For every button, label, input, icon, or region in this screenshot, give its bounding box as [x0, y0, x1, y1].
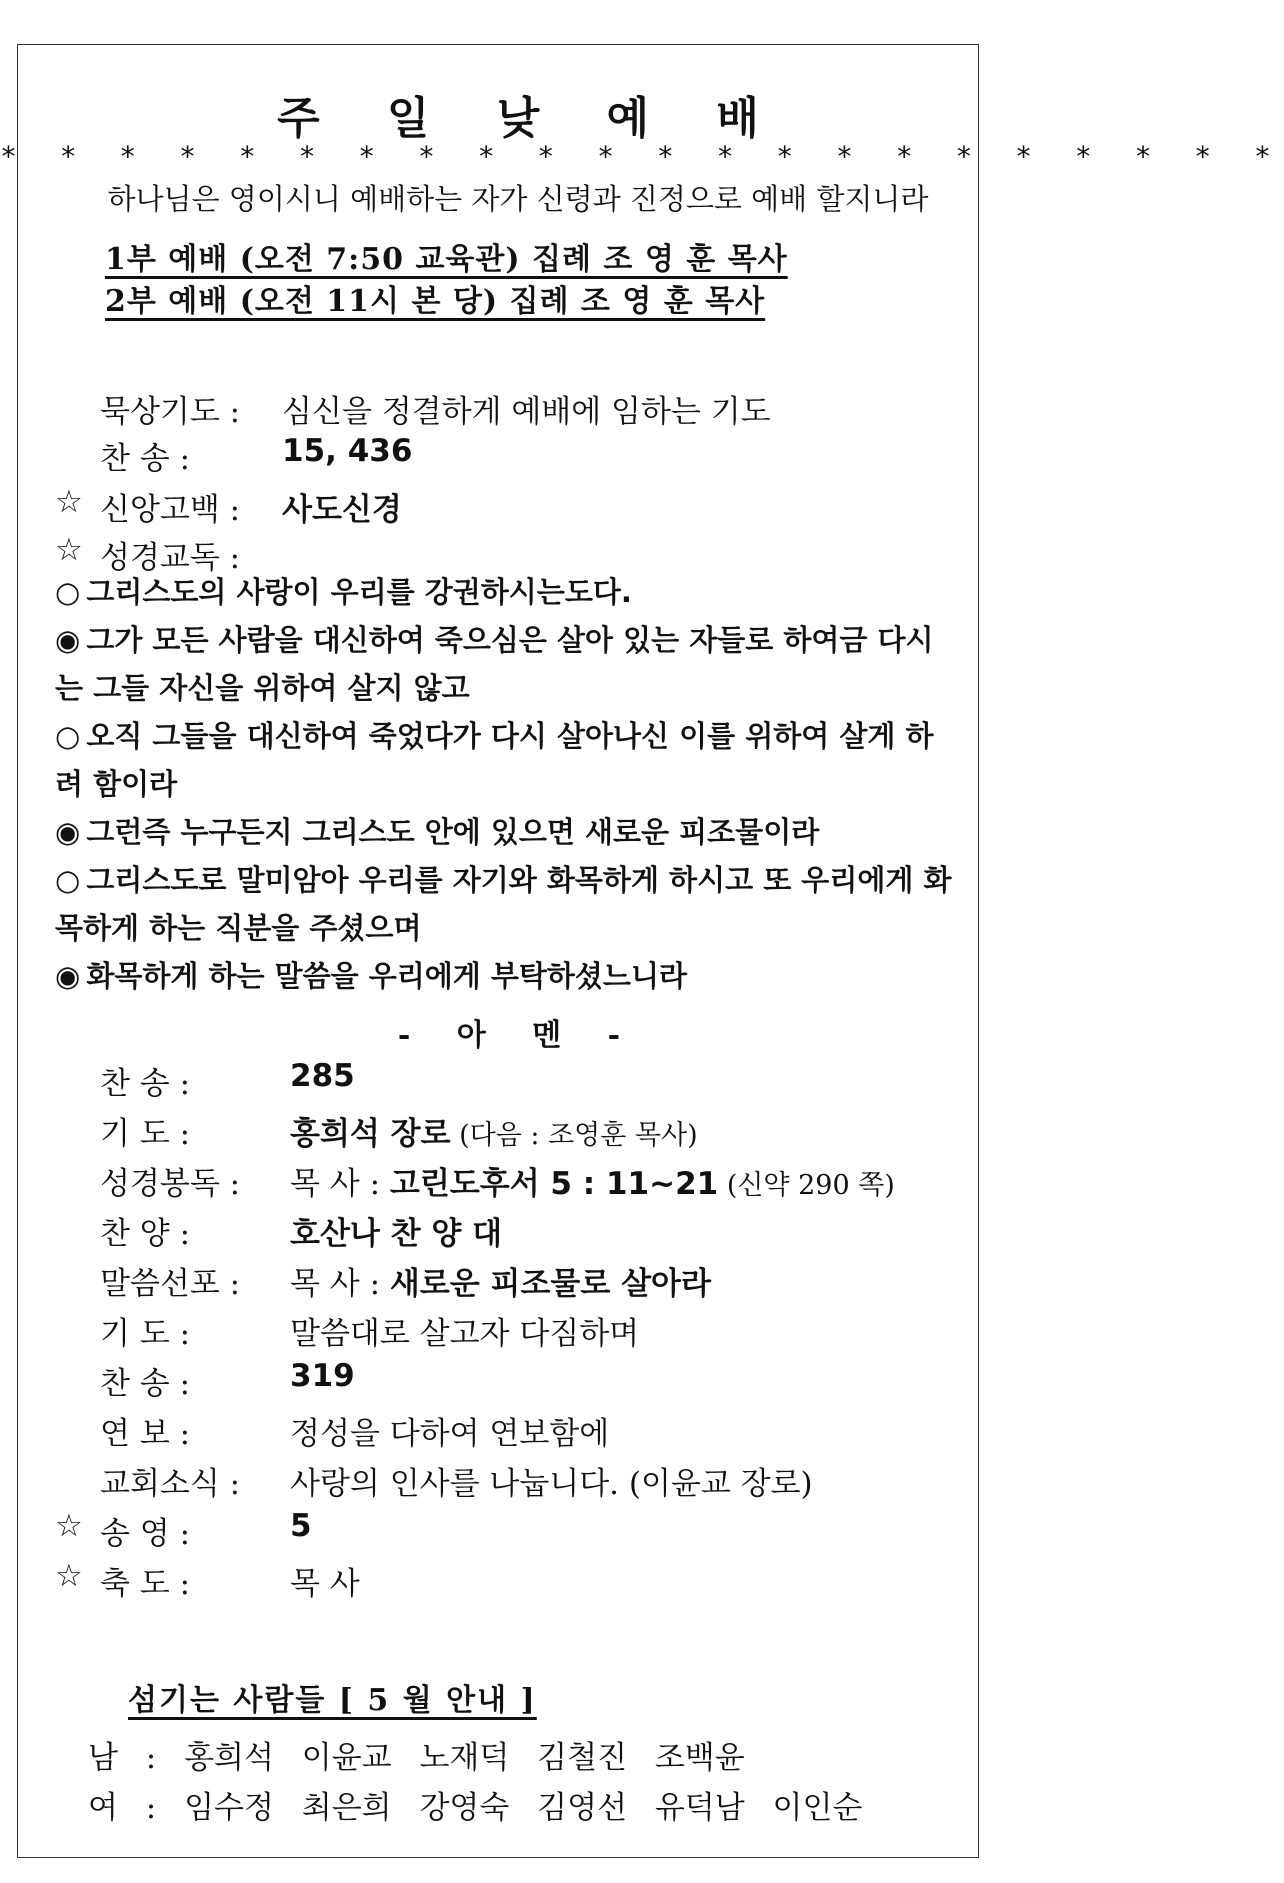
order-pre: 목 사 :	[290, 1266, 390, 1302]
order-label: 성경교독 :	[100, 540, 241, 576]
order-pre: 정성을 다하여 연보함에	[290, 1416, 610, 1452]
reading-mark: ○	[55, 575, 81, 609]
order-value: 고린도후서 5 : 11~21	[389, 1166, 719, 1202]
reading-line	[55, 856, 955, 952]
order-pre: 말씀대로 살고자 다짐하며	[290, 1316, 640, 1352]
reading-text: 그런즉 누구든지 그리스도 안에 있으면 새로운 피조물이라	[86, 815, 820, 849]
reading-line	[55, 952, 955, 1000]
order-label: 교회소식 :	[100, 1466, 241, 1502]
order-label: 찬 송 :	[100, 1366, 191, 1402]
order-label: 축 도 :	[100, 1566, 191, 1602]
order-label: 찬 송 :	[100, 1066, 191, 1102]
order-label: 연 보 :	[100, 1416, 191, 1452]
order-value: 15, 436	[282, 433, 413, 469]
reading-mark: ○	[55, 719, 81, 753]
order-pre: 사랑의 인사를 나눕니다. (이윤교 장로)	[290, 1466, 813, 1502]
motto: 하나님은 영이시니 예배하는 자가 신령과 진정으로 예배 할지니라	[107, 182, 929, 216]
order-value: 285	[290, 1058, 355, 1094]
reading-text: 오직 그들을 대신하여 죽었다가 다시 살아나신 이를 위하여 살게 하려 함이라	[55, 719, 934, 801]
reading-mark: ◉	[55, 623, 81, 657]
page-title: 주 일 낮 예 배	[277, 93, 785, 144]
order-mark: ☆	[55, 1558, 83, 1594]
order-label: 기 도 :	[100, 1116, 191, 1152]
reading-text: 그가 모든 사람을 대신하여 죽으심은 살아 있는 자들로 하여금 다시는 그들 자신을 위하여 살지 않고	[55, 623, 934, 705]
reading-mark: ◉	[55, 815, 81, 849]
reading-mark: ○	[55, 863, 81, 897]
order-label: 송 영 :	[100, 1516, 191, 1552]
ushers-men: 남 : 홍희석 이윤교 노재덕 김철진 조백윤	[88, 1740, 745, 1776]
order-value: 사도신경	[282, 492, 402, 528]
reading-mark: ◉	[55, 959, 81, 993]
reading-line	[55, 808, 955, 856]
ushers-heading: 섬기는 사람들 [ 5 월 안내 ]	[128, 1683, 537, 1718]
reading-text: 화목하게 하는 말씀을 우리에게 부탁하셨느니라	[86, 959, 687, 993]
reading-line	[55, 616, 955, 712]
order-value: 홍희석 장로	[290, 1116, 451, 1152]
order-label: 성경봉독 :	[100, 1166, 241, 1202]
responsive-reading	[55, 568, 955, 1000]
order-label: 찬 양 :	[100, 1216, 191, 1252]
star-divider: * * * * * * * * * * * * * * * * * * * * * *	[0, 140, 1284, 173]
order-mark: ☆	[55, 532, 83, 568]
order-value: 319	[290, 1358, 355, 1394]
order-label: 신앙고백 :	[100, 492, 241, 528]
service-first: 1부 예배 (오전 7:50 교육관) 집례 조 영 훈 목사	[105, 242, 788, 277]
order-mark: ☆	[55, 484, 83, 520]
order-note: (다음 : 조영훈 목사)	[450, 1120, 698, 1151]
order-pre: 목 사	[290, 1566, 360, 1602]
order-label: 찬 송 :	[100, 441, 191, 477]
order-pre: 목 사 :	[290, 1166, 390, 1202]
order-label: 기 도 :	[100, 1316, 191, 1352]
order-value: 새로운 피조물로 살아라	[389, 1266, 711, 1302]
order-value: 5	[290, 1508, 312, 1544]
order-label: 묵상기도 :	[100, 394, 241, 430]
order-mark: ☆	[55, 1508, 83, 1544]
reading-line	[55, 712, 955, 808]
order-value: 심신을 정결하게 예배에 임하는 기도	[282, 394, 771, 430]
order-note: (신약 290 쪽)	[718, 1170, 895, 1201]
order-label: 말씀선포 :	[100, 1266, 241, 1302]
reading-text: 그리스도의 사랑이 우리를 강권하시는도다.	[86, 575, 632, 609]
reading-line	[55, 568, 955, 616]
ushers-women: 여 : 임수정 최은희 강영숙 김영선 유덕남 이인순	[88, 1790, 863, 1826]
amen: - 아 멘 -	[397, 1018, 639, 1053]
service-second: 2부 예배 (오전 11시 본 당) 집례 조 영 훈 목사	[105, 284, 766, 319]
order-value: 호산나 찬 양 대	[290, 1216, 503, 1252]
reading-text: 그리스도로 말미암아 우리를 자기와 화목하게 하시고 또 우리에게 화목하게 하는 직분을 주셨으며	[55, 863, 952, 945]
